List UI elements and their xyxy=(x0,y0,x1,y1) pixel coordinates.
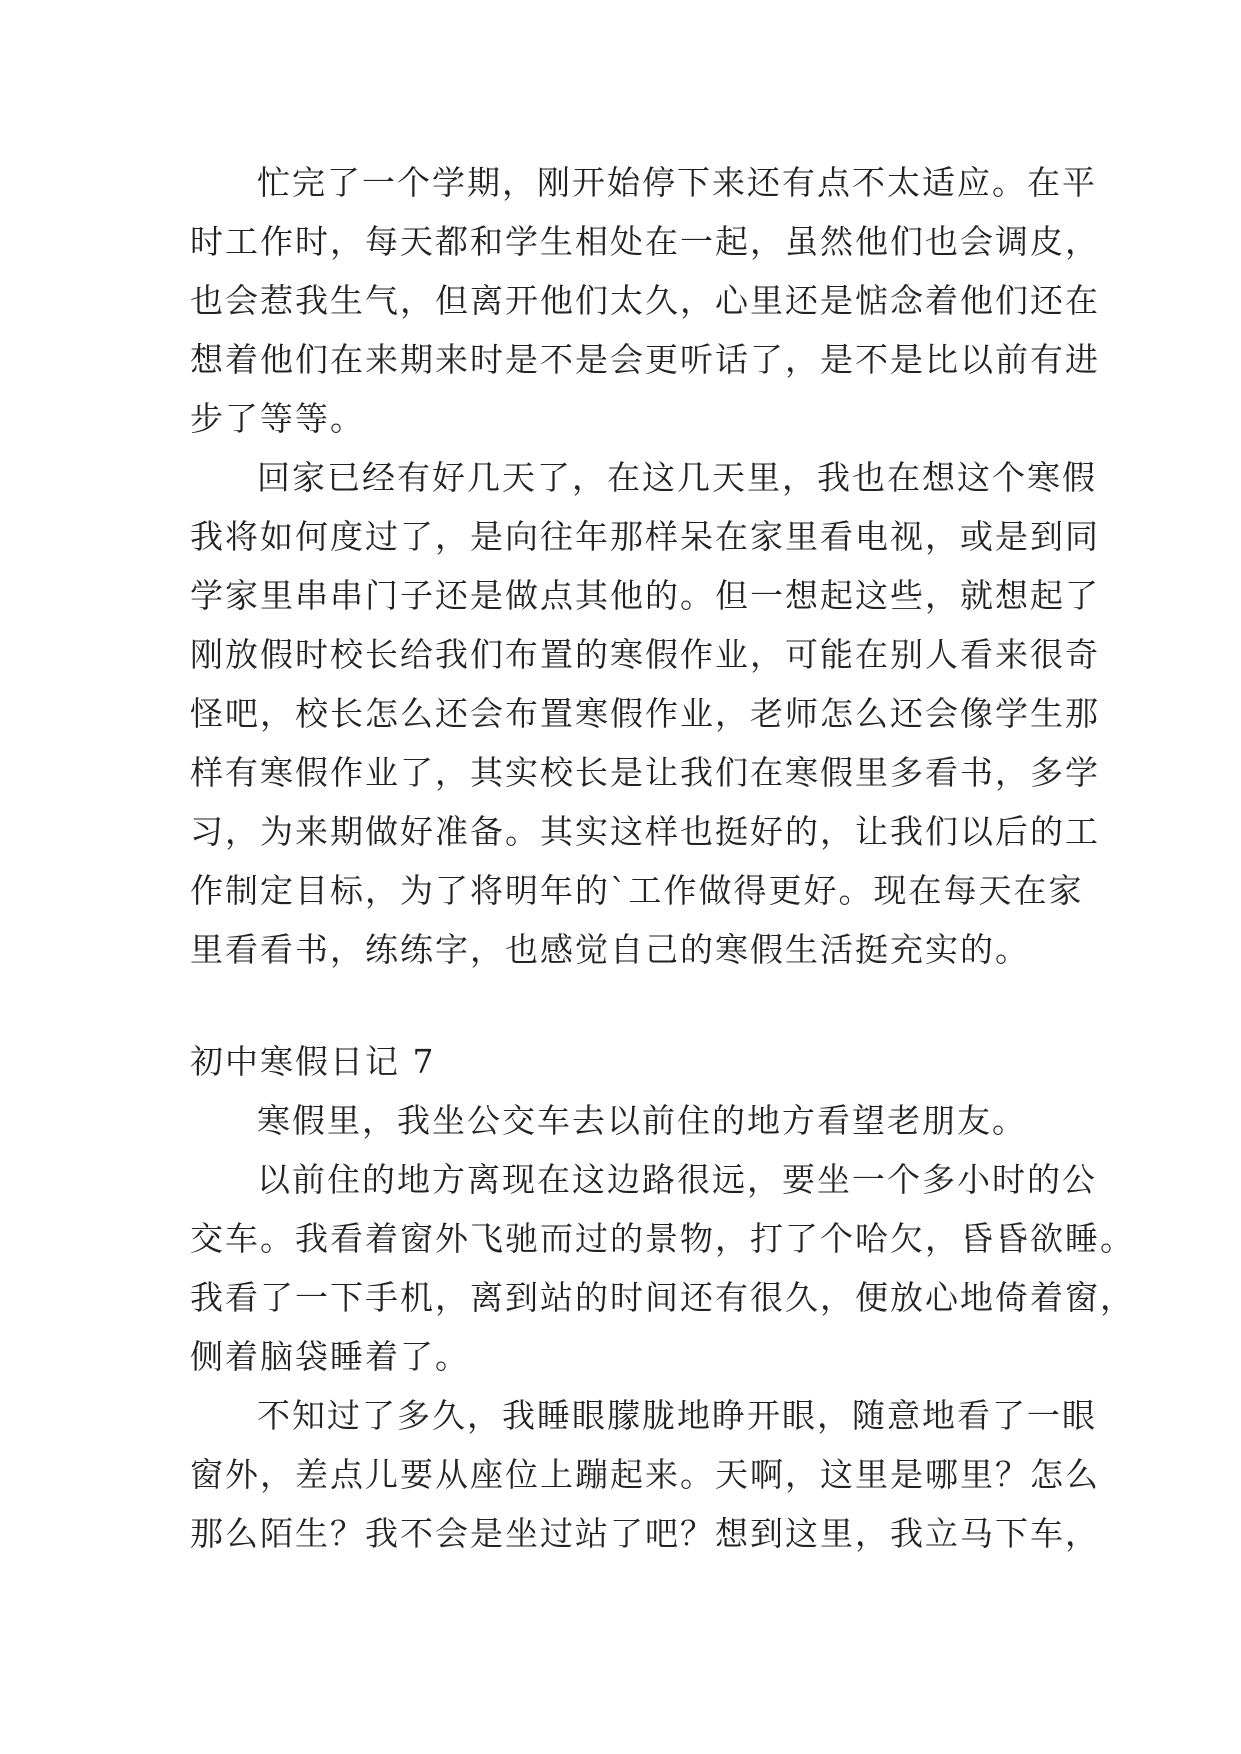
paragraph-2-line-4: 刚放假时校长给我们布置的寒假作业，可能在别人看来很奇 xyxy=(190,635,1100,674)
paragraph-1-line-3: 也会惹我生气，但离开他们太久，心里还是惦念着他们还在 xyxy=(190,281,1100,320)
paragraph-5-line-3: 那么陌生？我不会是坐过站了吧？想到这里，我立马下车， xyxy=(190,1514,1100,1553)
paragraph-1-line-1: 忙完了一个学期，刚开始停下来还有点不太适应。在平 xyxy=(257,163,1097,202)
paragraph-4-line-3: 我看了一下手机，离到站的时间还有很久，便放心地倚着窗， xyxy=(190,1278,1135,1317)
paragraph-2-line-7: 习，为来期做好准备。其实这样也挺好的，让我们以后的工 xyxy=(190,812,1100,851)
paragraph-1-line-2: 时工作时，每天都和学生相处在一起，虽然他们也会调皮， xyxy=(190,222,1100,261)
paragraph-4-line-2: 交车。我看着窗外飞驰而过的景物，打了个哈欠，昏昏欲睡。 xyxy=(190,1219,1135,1258)
paragraph-2-line-6: 样有寒假作业了，其实校长是让我们在寒假里多看书，多学 xyxy=(190,753,1100,792)
paragraph-5-line-2: 窗外，差点儿要从座位上蹦起来。天啊，这里是哪里？怎么 xyxy=(190,1455,1100,1494)
section-heading: 初中寒假日记 7 xyxy=(190,1042,436,1081)
paragraph-1-line-5: 步了等等。 xyxy=(190,399,365,438)
paragraph-3-line-1: 寒假里，我坐公交车去以前住的地方看望老朋友。 xyxy=(257,1101,1027,1140)
paragraph-2-line-8: 作制定目标，为了将明年的`工作做得更好。现在每天在家 xyxy=(190,871,1084,910)
paragraph-5-line-1: 不知过了多久，我睡眼朦胧地睁开眼，随意地看了一眼 xyxy=(257,1396,1097,1435)
paragraph-2-line-2: 我将如何度过了，是向往年那样呆在家里看电视，或是到同 xyxy=(190,517,1100,556)
paragraph-2-line-9: 里看看书，练练字，也感觉自己的寒假生活挺充实的。 xyxy=(190,930,1030,969)
paragraph-2-line-1: 回家已经有好几天了，在这几天里，我也在想这个寒假 xyxy=(257,458,1097,497)
paragraph-1-line-4: 想着他们在来期来时是不是会更听话了，是不是比以前有进 xyxy=(190,340,1100,379)
paragraph-2-line-5: 怪吧，校长怎么还会布置寒假作业，老师怎么还会像学生那 xyxy=(190,694,1100,733)
paragraph-2-line-3: 学家里串串门子还是做点其他的。但一想起这些，就想起了 xyxy=(190,576,1100,615)
paragraph-4-line-1: 以前住的地方离现在这边路很远，要坐一个多小时的公 xyxy=(257,1160,1097,1199)
paragraph-4-line-4: 侧着脑袋睡着了。 xyxy=(190,1337,470,1376)
